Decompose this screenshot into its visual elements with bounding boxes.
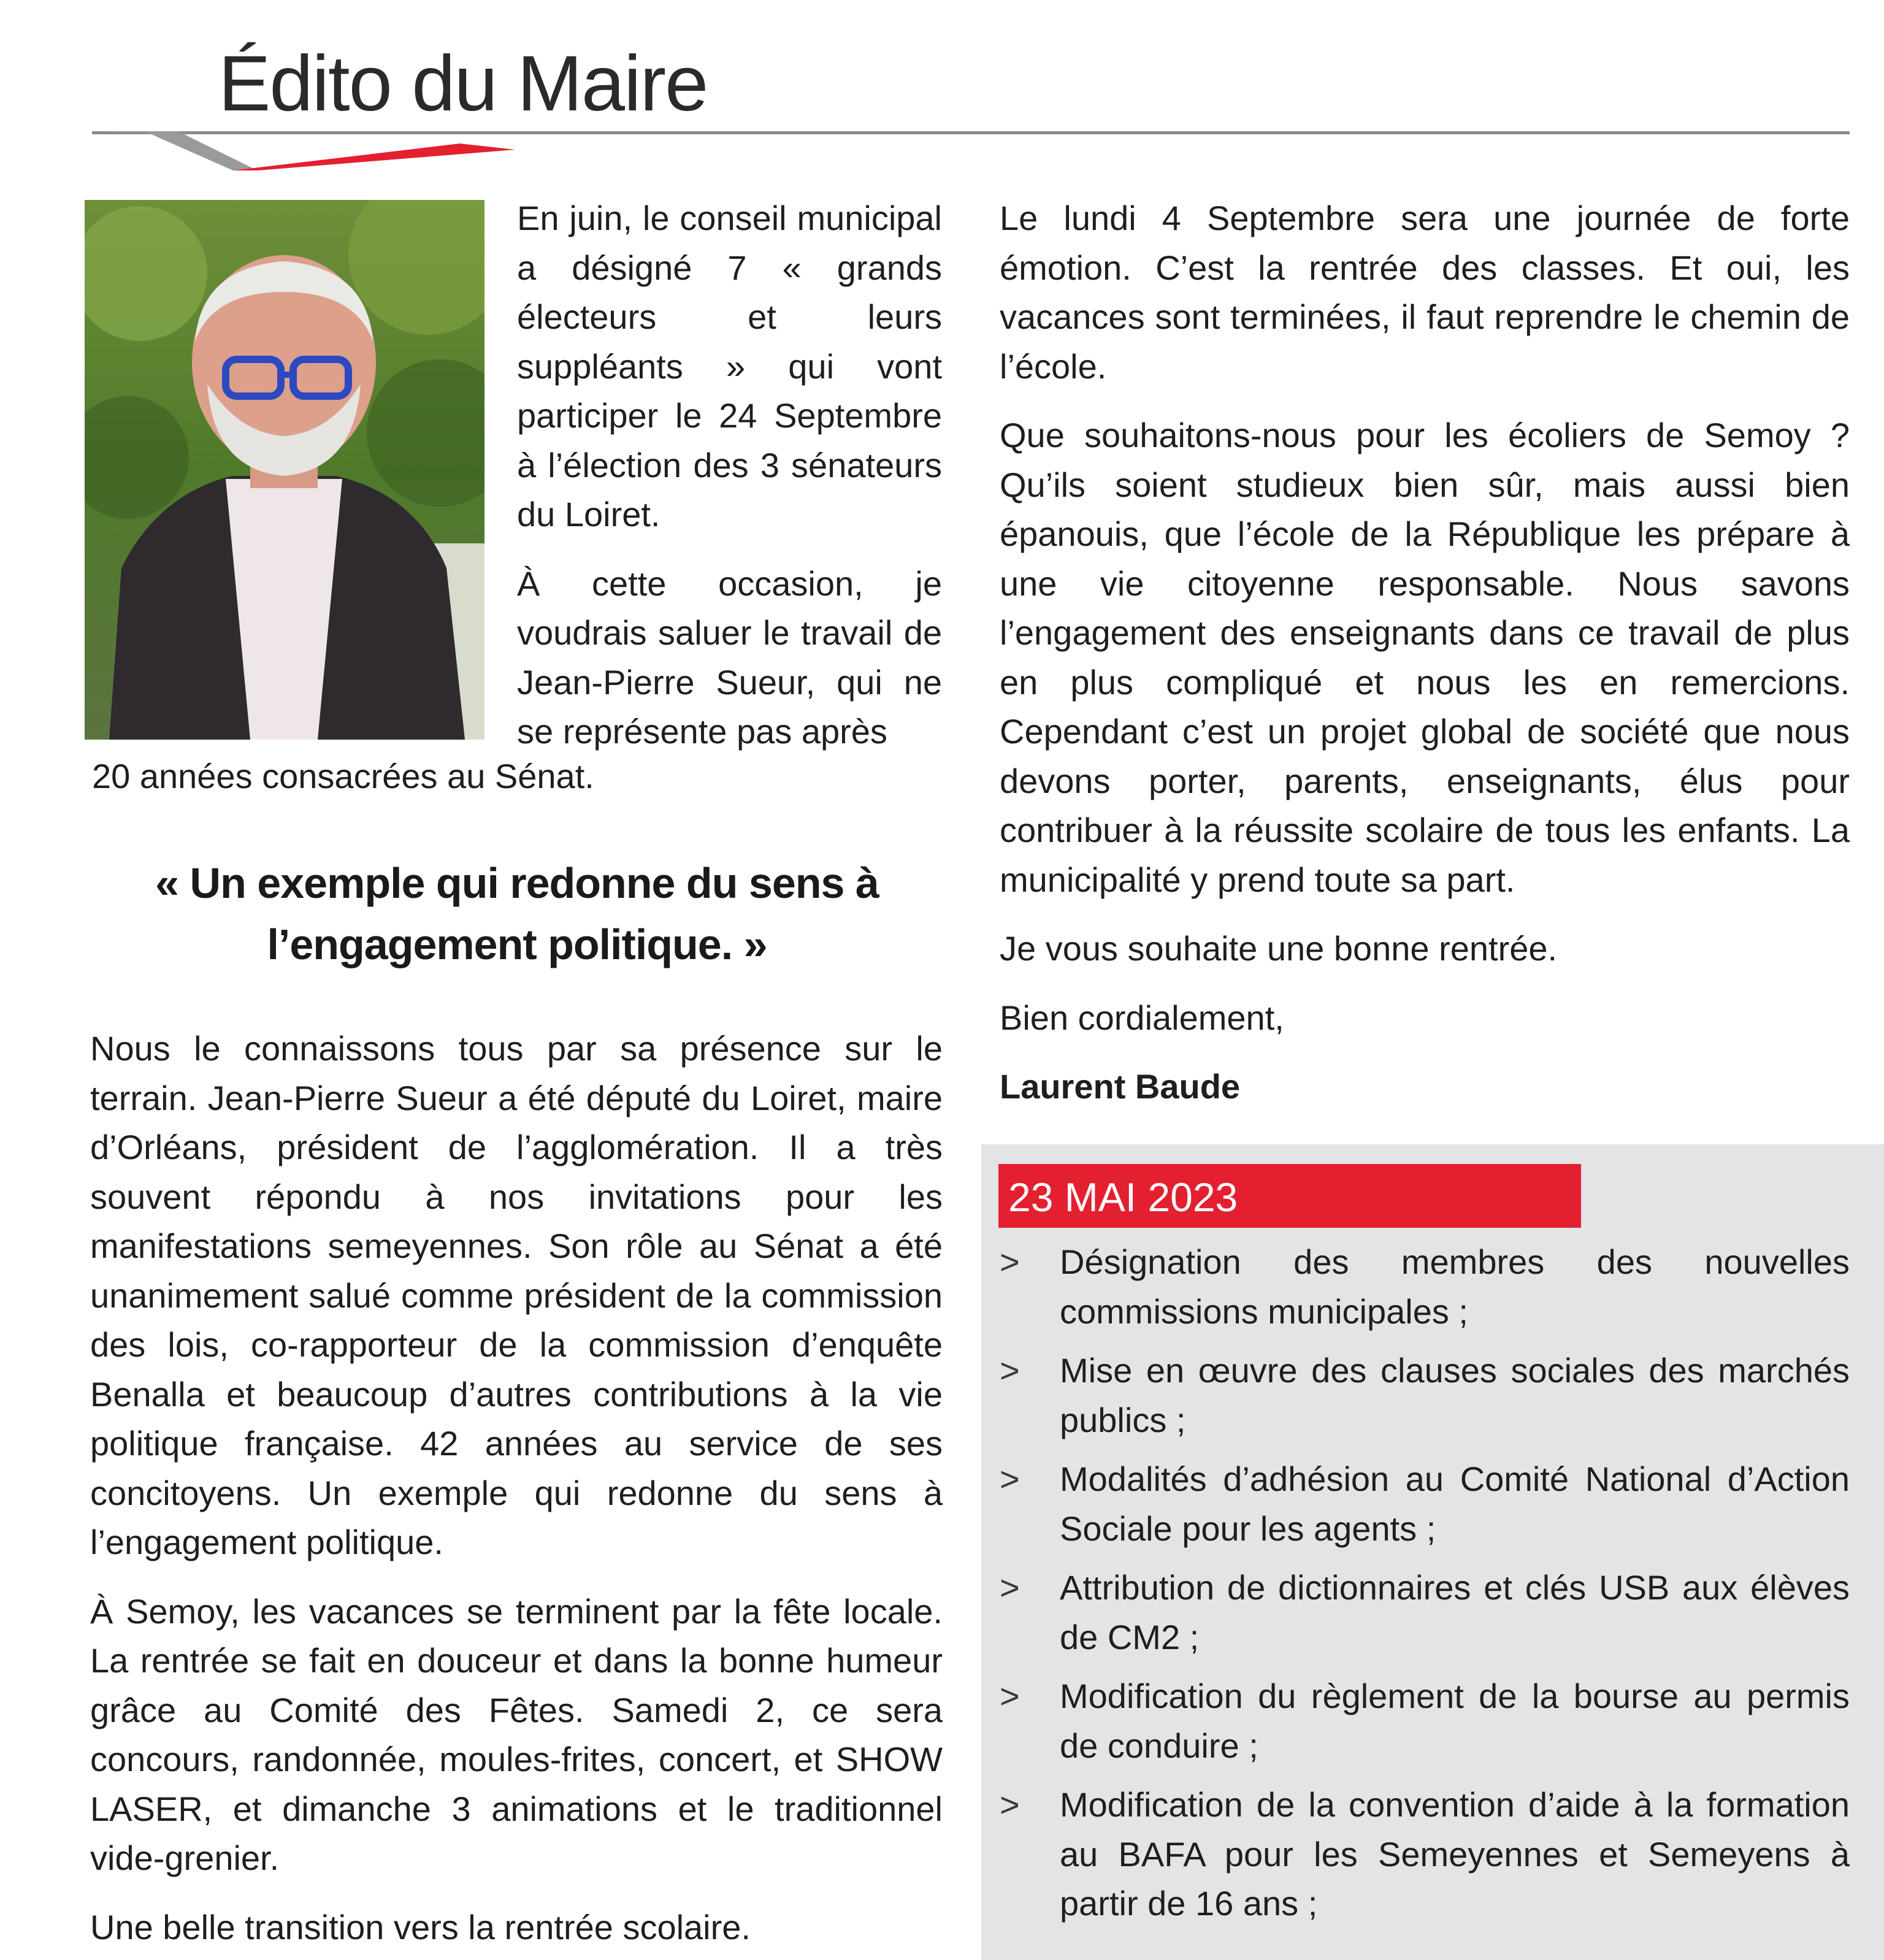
list-item: > Mise en œuvre des clauses sociales des marchés publics ; — [1000, 1346, 1850, 1445]
intro-paragraph: En juin, le conseil municipal a désigné 7 « grands électeurs et leurs suppléants » qui vont participer le 24 Septembre à l’élection des 3 sénateurs du Loiret. — [517, 199, 942, 534]
right-column-body — [1000, 194, 1850, 1112]
red-swoosh-decoration — [92, 128, 521, 177]
body-paragraph: À Semoy, les vacances se terminent par la fête locale. La rentrée se fait en douceur et dans la bonne humeur grâce au Comité des Fêtes. Samedi 2, ce sera concours, randonnée, moules-frites, concert, et SHOW LASER, et dimanche 3 animations et le traditionnel vide-grenier. — [90, 1591, 943, 1877]
intro-tail — [92, 752, 942, 802]
pull-quote: « Un exemple qui redonne du sens à l’engagement politique. » — [155, 859, 879, 968]
signature: Laurent Baude — [1000, 1067, 1241, 1106]
body-paragraph: Nous le connaissons tous par sa présence sur le terrain. Jean-Pierre Sueur a été député du Loiret, maire d’Orléans, président de l’agglomération. Il a très souvent répondu à nos invitations pour les manifestations semeyennes. Son rôle au Sénat a été unanimement salué comme président de la commission des lois, co-rapporteur de la commission d’enquête Benalla et beaucoup d’autres contributions à la vie politique française. 42 années au service de ses concitoyens. Un exemple qui redonne du sens à l’engagement politique. — [90, 1029, 943, 1561]
salutation: Bien cordialement, — [1000, 998, 1284, 1037]
page-title: Édito du Maire — [218, 40, 708, 128]
council-date: 23 MAI 2023 — [1008, 1174, 1238, 1220]
chevron-right-icon: > — [1000, 1351, 1020, 1390]
council-date-banner — [998, 1164, 1581, 1228]
council-decisions-list — [1000, 1238, 1850, 1939]
left-column-body — [90, 1024, 943, 1952]
chevron-right-icon: > — [1000, 1460, 1020, 1498]
body-paragraph: Une belle transition vers la rentrée scolaire. — [90, 1907, 751, 1947]
chevron-right-icon: > — [1000, 1677, 1020, 1715]
chevron-right-icon: > — [1000, 1242, 1020, 1281]
list-item: > Modification du règlement de la bourse au permis de conduire ; — [1000, 1672, 1850, 1771]
closing-line: Je vous souhaite une bonne rentrée. — [1000, 929, 1558, 968]
list-item: > Modification de la convention d’aide à la formation au BAFA pour les Semeyennes et Semeyens à partir de 16 ans ; — [1000, 1780, 1850, 1929]
list-item: > Désignation des membres des nouvelles commissions municipales ; — [1000, 1238, 1850, 1336]
chevron-right-icon: > — [1000, 1785, 1020, 1824]
intro-paragraph-2: À cette occasion, je voudrais saluer le travail de Jean-Pierre Sueur, qui ne se représente pas après — [517, 564, 942, 751]
body-paragraph: Que souhaitons-nous pour les écoliers de Semoy ? Qu’ils soient studieux bien sûr, mais aussi bien épanouis, que l’école de la République les prépare à une vie citoyenne responsable. Nous savons l’engagement des enseignants dans ce travail de plus en plus compliqué et nous les en remercions. Cependant c’est un projet global de société que nous devons porter, parents, enseignants, élus pour contribuer à la réussite scolaire de tous les enfants. La municipalité y prend toute sa part. — [1000, 416, 1850, 899]
list-item: > Modalités d’adhésion au Comité National d’Action Sociale pour les agents ; — [1000, 1455, 1850, 1553]
intro-paragraph-2-tail: 20 années consacrées au Sénat. — [92, 757, 594, 795]
body-paragraph: Le lundi 4 Septembre sera une journée de forte émotion. C’est la rentrée des classes. Et oui, les vacances sont terminées, il faut reprendre le chemin de l’école. — [1000, 199, 1850, 386]
chevron-right-icon: > — [1000, 1568, 1020, 1607]
mayor-photo — [85, 200, 484, 740]
intro-text — [517, 194, 942, 757]
list-item: > Attribution de dictionnaires et clés USB aux élèves de CM2 ; — [1000, 1563, 1850, 1662]
